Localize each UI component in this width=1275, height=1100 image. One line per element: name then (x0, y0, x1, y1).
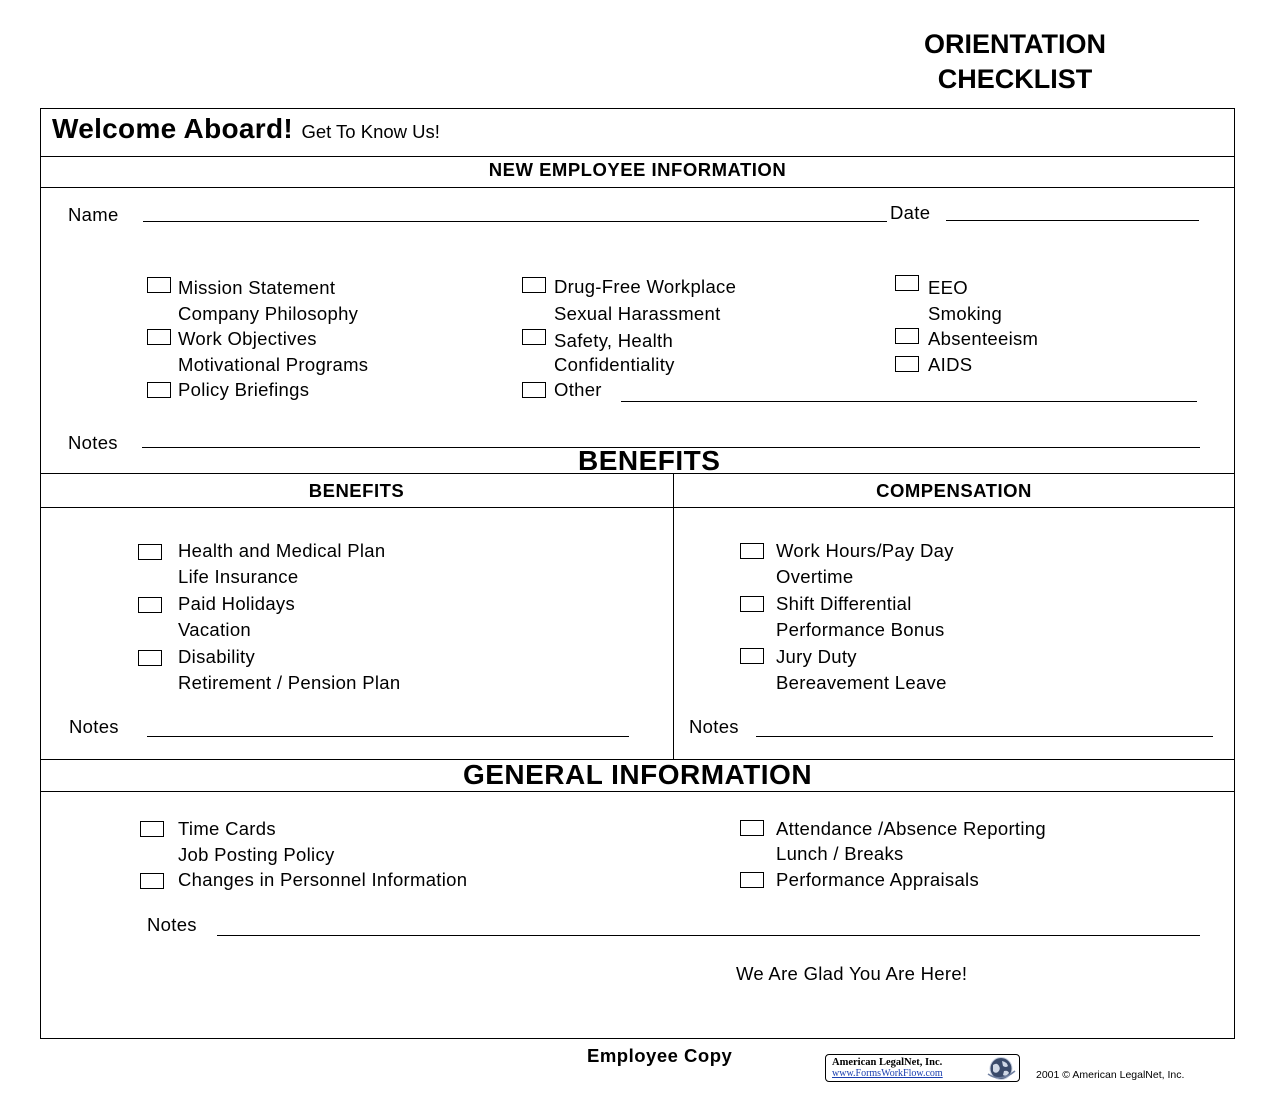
checklist-item: Work Objectives (178, 328, 317, 349)
notes-label: Notes (68, 432, 118, 453)
date-field[interactable] (946, 220, 1199, 221)
benefits-column-heading: BENEFITS (308, 480, 405, 501)
safety-health-checkbox[interactable] (522, 329, 546, 345)
drug-free-workplace-checkbox[interactable] (522, 277, 546, 293)
copyright-text: 2001 © American LegalNet, Inc. (1036, 1069, 1185, 1081)
checklist-item: Work Hours/Pay Day (776, 540, 954, 561)
eeo-checkbox[interactable] (895, 275, 919, 291)
jury-duty-checkbox[interactable] (740, 648, 764, 664)
checklist-item: Performance Bonus (776, 619, 945, 640)
attendance-checkbox[interactable] (740, 820, 764, 836)
work-hours-checkbox[interactable] (740, 543, 764, 559)
new-employee-heading: NEW EMPLOYEE INFORMATION (488, 159, 787, 180)
checklist-item: AIDS (928, 354, 973, 375)
benefits-notes-field[interactable] (147, 736, 629, 737)
checklist-item: Time Cards (178, 818, 276, 839)
paid-holidays-checkbox[interactable] (138, 597, 162, 613)
policy-briefings-checkbox[interactable] (147, 382, 171, 398)
time-cards-checkbox[interactable] (140, 821, 164, 837)
form-title (865, 27, 1165, 97)
checklist-item: Sexual Harassment (554, 303, 721, 324)
checklist-item: Company Philosophy (178, 303, 359, 324)
name-label: Name (68, 204, 119, 225)
checklist-item: Health and Medical Plan (178, 540, 386, 561)
absenteeism-checkbox[interactable] (895, 328, 919, 344)
logo-url[interactable]: www.FormsWorkFlow.com (832, 1068, 943, 1079)
welcome-row (52, 113, 440, 145)
general-notes-field[interactable] (217, 935, 1200, 936)
checklist-item: Performance Appraisals (776, 869, 979, 890)
closing-message: We Are Glad You Are Here! (736, 963, 968, 984)
other-checkbox[interactable] (522, 382, 546, 398)
disability-checkbox[interactable] (138, 650, 162, 666)
checklist-item: Attendance /Absence Reporting (776, 818, 1046, 839)
checklist-item: Drug-Free Workplace (554, 276, 737, 297)
notes-label: Notes (147, 914, 197, 935)
divider (40, 791, 1235, 792)
checklist-item: Confidentiality (554, 354, 675, 375)
personnel-changes-checkbox[interactable] (140, 873, 164, 889)
compensation-notes-field[interactable] (756, 736, 1213, 737)
welcome-heading: Welcome Aboard! (52, 113, 293, 144)
checklist-item: Disability (178, 646, 256, 667)
general-section-heading: GENERAL INFORMATION (462, 759, 813, 790)
checklist-item: Job Posting Policy (178, 844, 335, 865)
mission-statement-checkbox[interactable] (147, 277, 171, 293)
checklist-item: Retirement / Pension Plan (178, 672, 401, 693)
company-logo[interactable] (825, 1054, 1020, 1082)
checklist-item: Life Insurance (178, 566, 299, 587)
employee-copy-label: Employee Copy (587, 1045, 733, 1066)
shift-differential-checkbox[interactable] (740, 596, 764, 612)
notes-label: Notes (69, 716, 119, 737)
checklist-item: Safety, Health (554, 330, 674, 351)
benefits-section-heading: BENEFITS (578, 445, 721, 476)
divider (40, 187, 1235, 188)
checklist-item: Paid Holidays (178, 593, 296, 614)
other-field[interactable] (621, 401, 1197, 402)
checklist-item: Vacation (178, 619, 252, 640)
column-divider (673, 473, 674, 759)
form-title-line1: ORIENTATION (924, 29, 1106, 59)
checklist-item: Bereavement Leave (776, 672, 947, 693)
checklist-item: Absenteeism (928, 328, 1039, 349)
name-field[interactable] (143, 221, 887, 222)
welcome-subheading: Get To Know Us! (301, 121, 440, 142)
checklist-item: Jury Duty (776, 646, 857, 667)
checklist-item: Smoking (928, 303, 1003, 324)
divider (40, 156, 1235, 157)
divider (40, 507, 1235, 508)
globe-icon (984, 1056, 1018, 1081)
date-label: Date (890, 202, 931, 223)
checklist-item: Motivational Programs (178, 354, 369, 375)
form-title-line2: CHECKLIST (937, 64, 1093, 94)
checklist-item: Lunch / Breaks (776, 843, 904, 864)
checklist-item: EEO (928, 277, 968, 298)
checklist-item: Overtime (776, 566, 854, 587)
aids-checkbox[interactable] (895, 356, 919, 372)
checklist-item: Policy Briefings (178, 379, 310, 400)
checklist-item: Mission Statement (178, 277, 336, 298)
checklist-item: Changes in Personnel Information (178, 869, 468, 890)
compensation-column-heading: COMPENSATION (876, 480, 1032, 501)
performance-appraisals-checkbox[interactable] (740, 872, 764, 888)
checklist-item: Shift Differential (776, 593, 912, 614)
work-objectives-checkbox[interactable] (147, 329, 171, 345)
checklist-item: Other (554, 379, 602, 400)
logo-company-name: American LegalNet, Inc. (832, 1057, 943, 1068)
notes-label: Notes (689, 716, 739, 737)
health-medical-checkbox[interactable] (138, 544, 162, 560)
